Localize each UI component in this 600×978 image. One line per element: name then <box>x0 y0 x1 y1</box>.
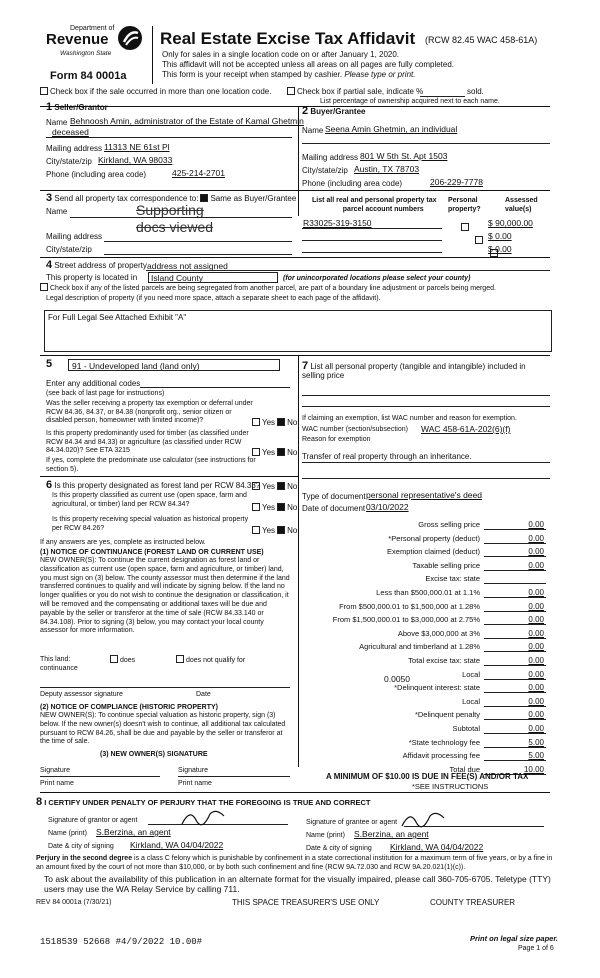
does-checkbox[interactable]: does <box>110 656 135 666</box>
treasurer-use: THIS SPACE TREASURER'S USE ONLY <box>232 898 380 907</box>
section-5-number: 5 <box>46 358 53 370</box>
tax-row-value: 5.00 <box>528 751 544 760</box>
buyer-phone: 206-229-7778 <box>430 177 483 187</box>
notice-2-body: NEW OWNER(S): To continue special valuation as historic property, sign (3) below. If the new owner(s) doesn't wish to continue, all additional tax calculated pursuant to RCW 84.26, shall be due and payable by the seller or transferor at the time of sale. <box>40 712 286 746</box>
logo-revenue: Revenue <box>46 31 109 48</box>
buyer-name-label: Name <box>302 126 324 135</box>
perjury-notice: Perjury in the second degree is a class C felony which is punishable by confinement in a state correctional institution for a maximum term of five years, or by a fine in an amount fixed by the court of not more than $10,000, or by both such confinement and fine (RCW 9A.72.030 and RCW 9A.20.021(1)(c)). <box>36 855 553 871</box>
header-sub1: Only for sales in a single location code on or after January 1, 2020. <box>162 50 400 59</box>
tax-row-value: 0.00 <box>528 724 544 733</box>
reason-label: Reason for exemption <box>302 436 371 443</box>
sec3-address-label: Mailing address <box>46 232 103 241</box>
property-address: address not assigned <box>147 261 228 271</box>
tax-row-value: 0.00 <box>528 588 544 597</box>
seller-city-label: City/state/zip <box>46 157 92 166</box>
current-use-question: Is this property classified as current use (open space, farm and agricultural, or timber) land per RCW 84.34? <box>52 492 247 508</box>
tax-row-label: Local <box>462 697 480 706</box>
timber-calculator-note: If yes, complete the predominate use calculator (see instructions for section 5). <box>46 457 256 473</box>
timber-question: Is this property predominantly used for timber (as classified under RCW 84.34 and 84.33) or agriculture (as classified under RCW 84.34.020)? See ETA 3215 <box>46 430 249 454</box>
notice-2-heading: (2) NOTICE OF COMPLIANCE (HISTORIC PROPERTY) <box>40 704 218 711</box>
revenue-logo <box>46 24 146 64</box>
property-located-label: This property is located in <box>46 273 138 282</box>
seller-city: Kirkland, WA 98033 <box>98 155 173 165</box>
tax-row-label: *State technology fee <box>408 738 480 747</box>
tax-row-value: 0.00 <box>528 547 544 556</box>
grantor-date-label: Date & city of signing <box>48 843 114 850</box>
forest-yes-no[interactable]: Yes No <box>252 482 297 492</box>
tax-row-label: *Delinquent penalty <box>414 710 480 719</box>
legal-description-label: Legal description of property (if you need more space, attach a separate sheet to each page of the affidavit). <box>46 295 381 302</box>
tax-row-label: Agricultural and timberland at 1.28% <box>359 642 480 651</box>
this-land-label: This land: continuance <box>40 656 78 672</box>
grantor-signature-label: Signature of grantor or agent <box>48 817 138 824</box>
segregated-checkbox[interactable]: Check box if any of the listed parcels are being segregated from another parcel, are part of a boundary line adjustment or parcels being merged. <box>40 284 496 294</box>
tax-row-value: 0.00 <box>528 683 544 692</box>
tax-row-value: 0.00 <box>528 534 544 543</box>
legal-description-value: For Full Legal See Attached Exhibit "A" <box>48 313 187 322</box>
buyer-address: 801 W 5th St. Apt 1503 <box>360 151 448 161</box>
local-rate: 0.0050 <box>384 674 410 684</box>
same-as-buyer-checkbox[interactable] <box>200 194 208 202</box>
doc-date: 03/10/2022 <box>366 502 409 512</box>
doc-type: personal representative's deed <box>366 490 482 500</box>
assessed-value-heading: Assessed value(s) <box>505 197 538 213</box>
grantee-date: Kirkland, WA 04/04/2022 <box>390 842 484 852</box>
tax-row-value: 0.00 <box>528 520 544 529</box>
additional-codes-note: (see back of last page for instructions) <box>46 390 165 397</box>
seller-address-label: Mailing address <box>46 144 103 153</box>
tax-row-value: 0.00 <box>528 602 544 611</box>
legal-paper-note: Print on legal size paper. <box>470 934 558 943</box>
buyer-name: Seena Amin Ghetmin, an individual <box>325 124 458 134</box>
grantee-name: S.Berzina, an agent <box>354 829 429 839</box>
doc-date-label: Date of document <box>302 504 366 513</box>
deputy-signature-label: Deputy assessor signature <box>40 691 123 698</box>
grantor-name: S.Berzina, an agent <box>96 827 171 837</box>
logo-state: Washington State <box>60 50 112 57</box>
section-4-label: 4 Street address of property <box>46 259 147 271</box>
form-title: Real Estate Excise Tax Affidavit <box>160 29 416 48</box>
section-7-label: 7 List all personal property (tangible and intangible) included in selling price <box>302 360 526 380</box>
exemption-yes-no[interactable]: Yes No <box>252 418 297 428</box>
notice-1-heading: (1) NOTICE OF CONTINUANCE (FOREST LAND OR CURRENT USE) <box>40 549 264 556</box>
grantee-name-label: Name (print) <box>306 832 345 839</box>
tax-row-value: 0.00 <box>528 615 544 624</box>
grantor-date: Kirkland, WA 04/04/2022 <box>130 840 224 850</box>
revenue-logo-icon <box>116 24 144 52</box>
notice-1-body: NEW OWNER(S): To continue the current designation as forest land or classification as current use (open space, farm and agriculture, or timber) land, you must sign on (3) below. The county assessor must then determine if the land transferred continues to qualify and will indicate by signing below. If the land no longer qualifies or you do not wish to continue the designation or classification, it will be removed and the compensating or additional taxes will be due and payable by the seller or transferor at the time of sale (RCW 84.33.140 or 84.34.108). Prior to signing (3) below, you may contact your local county assessor for more information. <box>40 557 290 635</box>
tax-row-value: 0.00 <box>528 710 544 719</box>
personal-property-checkbox-2[interactable] <box>475 236 483 244</box>
list-percentage: List percentage of ownership acquired next to each name. <box>320 98 500 105</box>
multi-location-checkbox[interactable]: Check box if the sale occurred in more than one location code. <box>40 87 271 97</box>
tax-row-label: Above $3,000,000 at 3% <box>397 629 480 638</box>
current-use-yes-no[interactable]: Yes No <box>252 503 297 513</box>
assessed-value-2: $ 0.00 <box>488 231 512 241</box>
tax-row-label: From $500,000.01 to $1,500,000 at 1.28% <box>339 602 480 611</box>
tax-row-value: 0.00 <box>528 629 544 638</box>
tax-row-value: 0.00 <box>528 656 544 665</box>
owner-signature-label-2: Signature <box>178 767 208 774</box>
header-sub3: This form is your receipt when stamped by cashier. Please type or print. <box>162 70 416 79</box>
grantor-signature-icon <box>180 806 230 828</box>
timber-yes-no[interactable]: Yes No <box>252 448 297 458</box>
header-sub2: This affidavit will not be accepted unless all areas on all pages are fully completed. <box>162 60 455 69</box>
alternate-format-notice: To ask about the availability of this publication in an alternate format for the visually impaired, please call 360-705-6705. Teletype (TTY) users may use the WA Relay Service by calling 711. <box>44 874 551 894</box>
tax-row-value: 0.00 <box>528 670 544 679</box>
buyer-city-label: City/state/zip <box>302 166 348 175</box>
tax-row-label: Subtotal <box>452 724 480 733</box>
stamp-docs-viewed: docs viewed <box>136 219 214 235</box>
grantee-date-label: Date & city of signing <box>306 845 372 852</box>
parcel-list-heading: List all real and personal property tax parcel account numbers <box>312 197 437 213</box>
section-2-heading: 2 Buyer/Grantee <box>302 105 366 117</box>
seller-address: 11313 NE 61st Pl <box>104 142 170 152</box>
stamp-supporting: Supporting <box>136 202 204 218</box>
tax-row-label: Local <box>462 670 480 679</box>
historic-yes-no[interactable]: Yes No <box>252 526 297 536</box>
form-rcw: (RCW 82.45 WAC 458-61A) <box>425 35 538 45</box>
form-number: Form 84 0001a <box>50 70 127 82</box>
notice-3-heading: (3) NEW OWNER(S) SIGNATURE <box>100 751 208 758</box>
tax-row-label: *Personal property (deduct) <box>388 534 480 543</box>
tax-row-label: Total due <box>449 765 480 774</box>
assessed-value-3: $ 0.00 <box>488 244 512 254</box>
tax-row-value: 0.00 <box>528 697 544 706</box>
sec3-city-label: City/state/zip <box>46 245 92 254</box>
wac-label: WAC number (section/subsection) <box>302 426 408 433</box>
additional-codes-label: Enter any additional codes <box>46 379 141 388</box>
seller-name-2: deceased <box>52 127 89 137</box>
county-treasurer: COUNTY TREASURER <box>430 898 516 907</box>
unincorporated-note: (for unincorporated locations please select your county) <box>283 275 471 282</box>
seller-name: Behnoosh Amin, administrator of the Estate of Kamal Ghetmin <box>70 116 304 126</box>
buyer-phone-label: Phone (including area code) <box>302 179 403 188</box>
exemption-reason: Transfer of real property through an inheritance. <box>302 452 472 461</box>
county-select[interactable]: Island County <box>148 272 278 283</box>
partial-sold: sold. <box>467 87 484 96</box>
tax-row-label: Gross selling price <box>418 520 480 529</box>
tax-row-value: 10.00 <box>523 765 544 774</box>
see-instructions: *SEE INSTRUCTIONS <box>412 782 489 791</box>
land-use-select[interactable]: 91 - Undeveloped land (land only) <box>68 359 280 371</box>
tax-row-label: Less than $500,000.01 at 1.1% <box>376 588 480 597</box>
doc-type-label: Type of document <box>302 492 366 501</box>
wac-number: WAC 458-61A-202(6)(f) <box>421 424 511 434</box>
seller-name-label: Name <box>46 118 68 127</box>
tax-row-label: *Delinquent interest: state <box>394 683 480 692</box>
tax-row-value: 0.00 <box>528 561 544 570</box>
owner-print-label-1: Print name <box>40 780 74 787</box>
section-3-label: 3 Send all property tax correspondence to: Same as Buyer/Grantee <box>46 192 297 204</box>
minimum-due: A MINIMUM OF $10.00 IS DUE IN FEE(S) AND/OR TAX <box>326 772 529 781</box>
logo-dept: Department of <box>70 25 115 32</box>
answers-note: If any answers are yes, complete as instructed below. <box>40 539 206 546</box>
grantor-name-label: Name (print) <box>48 830 87 837</box>
owner-print-label-2: Print name <box>178 780 212 787</box>
seller-phone-label: Phone (including area code) <box>46 170 147 179</box>
page-number: Page 1 of 6 <box>518 945 554 952</box>
header-divider <box>152 26 153 84</box>
tax-row-label: Exemption claimed (deduct) <box>387 547 480 556</box>
tax-row-label: Total excise tax: state <box>408 656 480 665</box>
form-revision: REV 84 0001a (7/30/21) <box>36 899 112 906</box>
tax-row-label: Affidavit processing fee <box>402 751 480 760</box>
assessed-value-1: $ 90,000.00 <box>488 218 533 228</box>
deputy-date-label: Date <box>196 691 211 698</box>
buyer-city: Austin, TX 78703 <box>354 164 420 174</box>
tax-row-label: From $1,500,000.01 to $3,000,000 at 2.75% <box>332 615 480 624</box>
partial-sale-checkbox[interactable]: Check box if partial sale, indicate % <box>287 87 423 97</box>
exemption-claim-label: If claiming an exemption, list WAC number and reason for exemption. <box>302 415 517 422</box>
sec3-name-label: Name <box>46 207 68 216</box>
tax-row-value: 0.00 <box>528 642 544 651</box>
tax-row-label: Taxable selling price <box>412 561 480 570</box>
cashier-stamp: 1518539 52668 #4/9/2022 10.00# <box>40 937 203 947</box>
grantee-signature-label: Signature of grantee or agent <box>306 819 398 826</box>
exemption-question: Was the seller receiving a property tax exemption or deferral under RCW 84.36, 84.37, or 84.38 (nonprofit org., senior citizen or disabled person, homeowner with limited income)? <box>46 400 253 424</box>
parcel-number: R33025-319-3150 <box>303 218 372 228</box>
section-1-heading: 1 Seller/Grantor <box>46 101 108 113</box>
section-8-heading: 8 I CERTIFY UNDER PENALTY OF PERJURY THAT THE FOREGOING IS TRUE AND CORRECT <box>36 796 371 808</box>
personal-property-heading: Personal property? <box>448 197 481 213</box>
buyer-address-label: Mailing address <box>302 153 359 162</box>
tax-row-label: Excise tax: state <box>425 574 480 583</box>
forest-question: 6 Is this property designated as forest land per RCW 84.33? <box>46 479 261 491</box>
seller-phone: 425-214-2701 <box>172 168 225 178</box>
grantee-signature-icon <box>400 808 450 830</box>
does-not-checkbox[interactable]: does not qualify for <box>176 656 245 666</box>
owner-signature-label-1: Signature <box>40 767 70 774</box>
personal-property-checkbox-1[interactable] <box>461 223 469 231</box>
tax-row-value: 5.00 <box>528 738 544 747</box>
historic-question: Is this property receiving special valuation as historical property per RCW 84.26? <box>52 516 249 532</box>
